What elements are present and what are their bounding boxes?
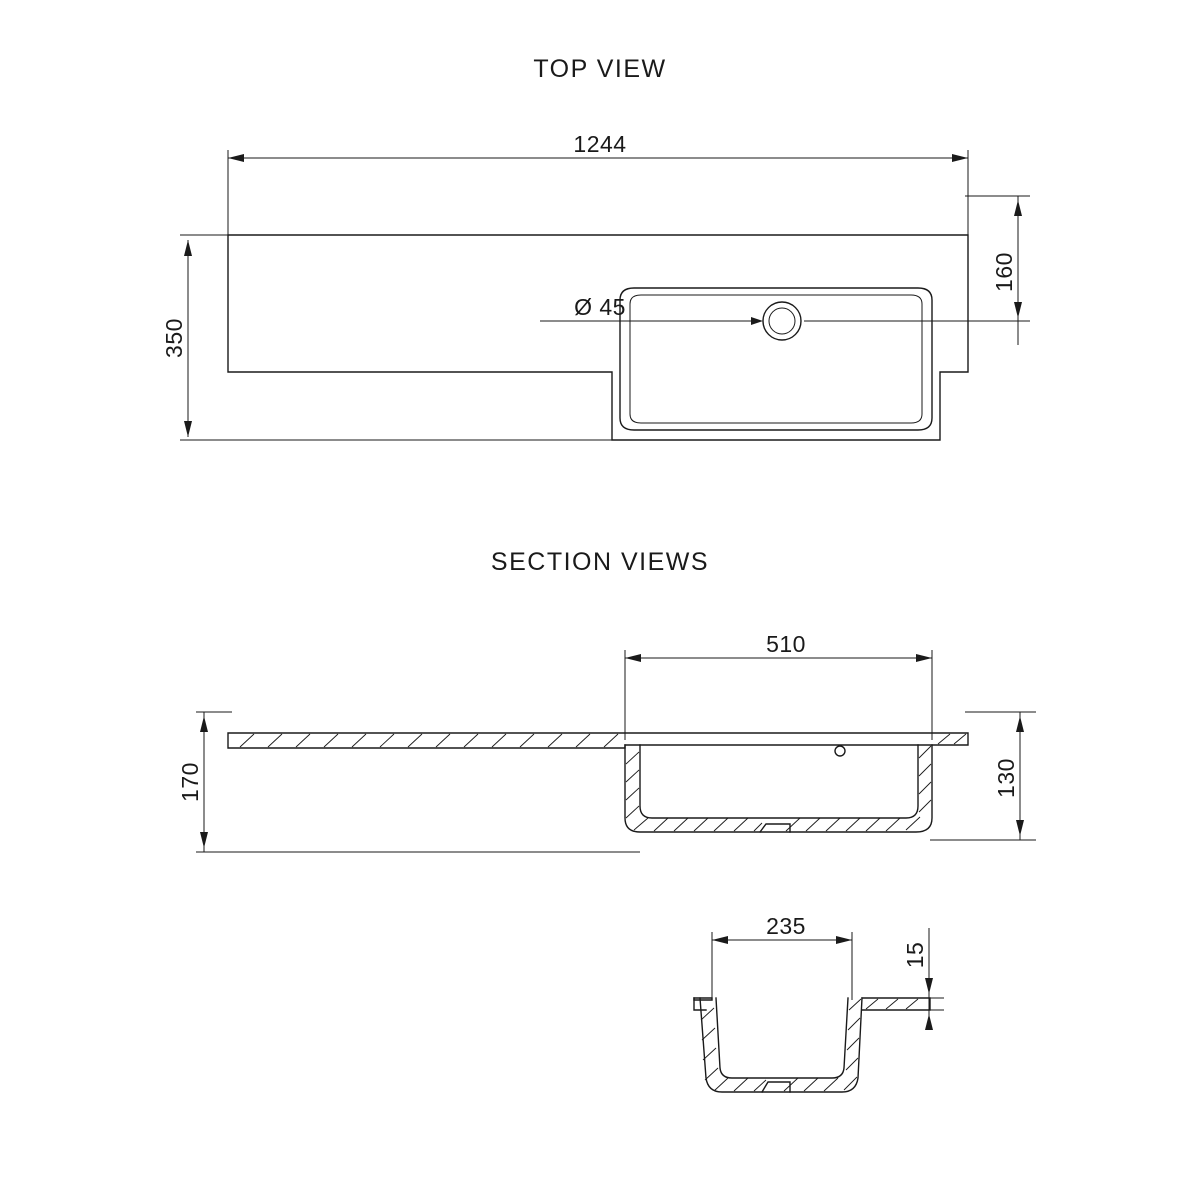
top-view-title: TOP VIEW xyxy=(533,55,667,83)
detail-width-dimension xyxy=(712,913,852,1000)
drain-diameter-label: Ø 45 xyxy=(574,294,626,320)
bowl-depth-dimension xyxy=(930,712,1036,840)
drain-diameter-dimension xyxy=(540,294,1016,325)
bowl-depth-label: 130 xyxy=(993,758,1019,798)
depth-dimension xyxy=(161,235,620,440)
right-offset-label: 160 xyxy=(991,252,1017,292)
section-views-title: SECTION VIEWS xyxy=(490,548,710,576)
cross-section-detail xyxy=(694,998,930,1092)
detail-width-label: 235 xyxy=(766,913,806,939)
overall-width-label: 1244 xyxy=(573,131,627,157)
top-view-outline xyxy=(228,235,968,440)
longitudinal-section xyxy=(228,733,968,832)
detail-thickness-dimension xyxy=(900,928,944,1030)
right-offset-dimension xyxy=(965,196,1030,345)
section-height-label: 170 xyxy=(177,762,203,802)
detail-thickness-label: 15 xyxy=(902,941,928,969)
bowl-width-label: 510 xyxy=(766,631,806,657)
overall-width-dimension xyxy=(228,131,968,240)
bowl-width-dimension xyxy=(625,631,932,740)
depth-label: 350 xyxy=(161,318,187,358)
drain-hole xyxy=(763,302,801,340)
